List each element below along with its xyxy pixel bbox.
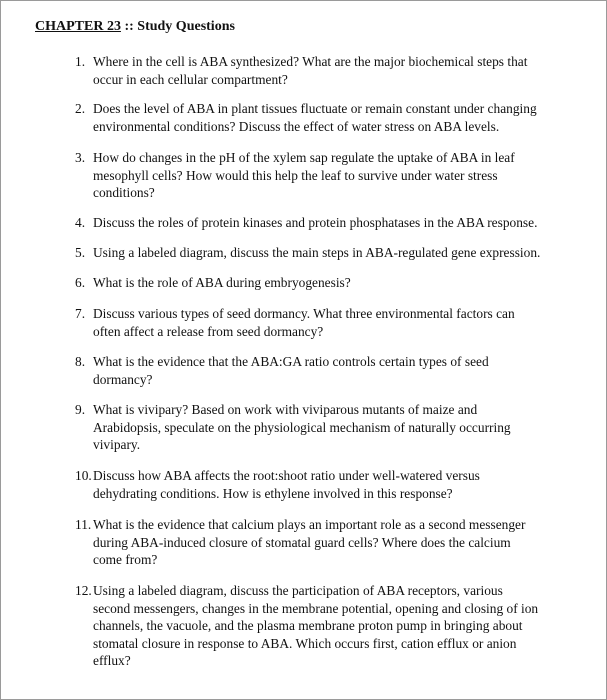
question-10-line-1: Discuss how ABA affects the root:shoot ratio under well-watered versus	[93, 468, 480, 483]
chapter-label: CHAPTER 23	[35, 19, 121, 34]
question-6-number: 6.	[75, 275, 86, 290]
question-2-line-1: Does the level of ABA in plant tissues fluctuate or remain constant under changing	[93, 101, 537, 116]
question-9-line-3: vivipary.	[93, 437, 141, 453]
question-12-line-4: stomatal closure in response to ABA. Which occurs first, cation efflux or anion	[93, 635, 517, 651]
question-5	[75, 244, 540, 262]
question-3-line-2: mesophyll cells? How would this help the leaf to survive under water stress	[93, 167, 498, 183]
question-4-line-1: Discuss the roles of protein kinases and protein phosphatases in the ABA response.	[93, 215, 538, 230]
question-7-line-2: often affect a release from seed dormancy?	[93, 323, 324, 339]
question-10-line-2: dehydrating conditions. How is ethylene involved in this response?	[93, 485, 453, 501]
question-11-line-2: during ABA-induced closure of stomatal guard cells? Where does the calcium	[93, 534, 511, 550]
question-12-number: 12.	[75, 583, 92, 598]
question-9-number: 9.	[75, 402, 86, 417]
chapter-heading	[35, 18, 235, 36]
question-1-number: 1.	[75, 54, 86, 69]
question-2-line-2: environmental conditions? Discuss the effect of water stress on ABA levels.	[93, 118, 500, 134]
question-10	[75, 467, 480, 502]
question-4	[75, 214, 537, 232]
question-2-number: 2.	[75, 101, 86, 116]
question-11	[75, 516, 525, 569]
question-6-line-1: What is the role of ABA during embryogenesis?	[93, 275, 351, 290]
question-5-number: 5.	[75, 245, 86, 260]
question-9-line-2: Arabidopsis, speculate on the physiological mechanism of naturally occurring	[93, 419, 511, 435]
question-8-line-1: What is the evidence that the ABA:GA ratio controls certain types of seed	[93, 354, 489, 369]
question-8	[75, 353, 489, 388]
question-11-line-1: What is the evidence that calcium plays an important role as a second messenger	[93, 517, 526, 532]
question-4-number: 4.	[75, 215, 86, 230]
chapter-separator: ::	[124, 19, 134, 34]
question-11-number: 11.	[75, 517, 92, 532]
question-12-line-5: efflux?	[93, 653, 131, 669]
question-12-line-3: channels, the vacuole, and the plasma membrane proton pump in bringing about	[93, 618, 523, 634]
question-3-line-1: How do changes in the pH of the xylem sap regulate the uptake of ABA in leaf	[93, 150, 515, 165]
chapter-title: Study Questions	[137, 19, 235, 34]
question-1	[75, 53, 527, 88]
question-3	[75, 149, 515, 202]
question-1-line-2: occur in each cellular compartment?	[93, 71, 288, 87]
question-12-line-1: Using a labeled diagram, discuss the participation of ABA receptors, various	[93, 583, 503, 598]
question-1-line-1: Where in the cell is ABA synthesized? What are the major biochemical steps that	[93, 54, 528, 69]
question-7	[75, 305, 515, 340]
question-6	[75, 274, 351, 292]
question-3-line-3: conditions?	[93, 185, 155, 201]
question-12	[75, 582, 538, 670]
question-8-number: 8.	[75, 354, 86, 369]
question-3-number: 3.	[75, 150, 86, 165]
question-10-number: 10.	[75, 468, 92, 483]
question-12-line-2: second messengers, changes in the membrane potential, opening and closing of ion	[93, 600, 539, 616]
question-7-line-1: Discuss various types of seed dormancy. What three environmental factors can	[93, 306, 515, 321]
question-9-line-1: What is vivipary? Based on work with viviparous mutants of maize and	[93, 402, 478, 417]
question-8-line-2: dormancy?	[93, 371, 153, 387]
question-5-line-1: Using a labeled diagram, discuss the main steps in ABA-regulated gene expression.	[93, 245, 541, 260]
question-2	[75, 100, 537, 135]
question-11-line-3: come from?	[93, 552, 158, 568]
question-7-number: 7.	[75, 306, 86, 321]
question-9	[75, 401, 511, 454]
